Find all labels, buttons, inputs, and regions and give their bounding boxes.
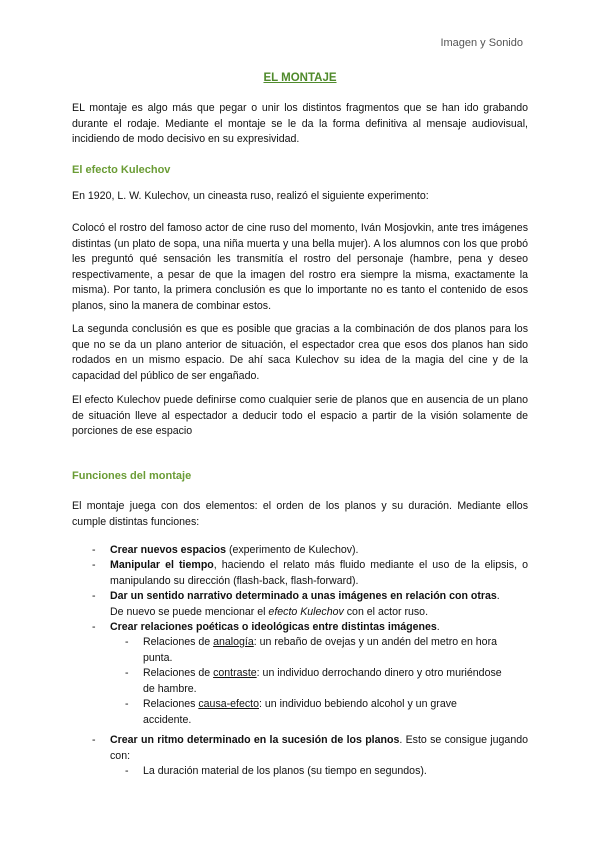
list-item-text: . <box>496 590 500 602</box>
sub-item-text: Relaciones de <box>143 636 214 648</box>
bullet-dash: - <box>92 621 96 633</box>
sub-list-item <box>125 666 505 697</box>
sub-item-term: contraste <box>213 667 257 679</box>
sub-item-term: analogía <box>213 636 254 648</box>
paragraph-second-conclusion: La segunda conclusión es que es posible que gracias a la combinación de dos planos para los que no se da un plano anterior de situación, el espectador crea que esos dos planos han sido rodados en un mismo espacio. De ahí saca Kulechov su idea de la magia del cine y de la capacidad del público de ser engañado. <box>72 323 528 382</box>
bullet-dash: - <box>92 559 96 571</box>
sub-item-text: : un individuo derrochando dinero y otro muriéndose de hambre. <box>143 667 502 695</box>
sub-item-term: causa-efecto <box>198 698 260 710</box>
sub-item-text: Relaciones de <box>143 667 214 679</box>
list-item-text: , haciendo el relato más fluido mediante el uso de la elipsis, o manipulando su dirección (flash-back, flash-forward). <box>110 559 528 587</box>
list-item <box>92 543 528 559</box>
list-item <box>92 589 528 620</box>
bullet-dash: - <box>92 734 96 746</box>
sub-item-text: Relaciones <box>143 698 199 710</box>
bullet-dash: - <box>125 765 129 777</box>
sub-item-text: : un individuo bebiendo alcohol y un grave accidente. <box>143 698 457 726</box>
bullet-dash: - <box>125 667 129 679</box>
list-item-bold: Crear relaciones poéticas o ideológicas entre distintas imágenes <box>110 621 437 633</box>
sub-list-item <box>125 764 505 780</box>
sub-item-text: : un rebaño de ovejas y un andén del metro en hora punta. <box>143 636 497 664</box>
list-item-text: . Esto se consigue jugando con: <box>110 734 528 762</box>
list-item-text: De nuevo se puede mencionar el <box>110 605 269 618</box>
list-item <box>92 733 528 764</box>
bullet-dash: - <box>92 590 96 602</box>
bullet-dash: - <box>125 636 129 648</box>
list-item-bold: Crear nuevos espacios <box>110 544 226 556</box>
list-item-text: . <box>436 621 440 633</box>
page-title: EL MONTAJE <box>263 72 337 84</box>
list-item-text: (experimento de Kulechov). <box>226 544 359 556</box>
paragraph-funciones: El montaje juega con dos elementos: el orden de los planos y su duración. Mediante ellos cumple distintas funciones: <box>72 500 528 528</box>
list-item-italic: efecto Kulechov <box>268 605 344 618</box>
page-header: Imagen y Sonido <box>440 37 523 49</box>
bullet-dash: - <box>125 698 129 710</box>
section-heading-kulechov: El efecto Kulechov <box>72 164 171 176</box>
sub-item-text: La duración material de los planos (su tiempo en segundos). <box>143 765 427 777</box>
list-item <box>92 558 528 589</box>
section-heading-funciones: Funciones del montaje <box>72 470 192 482</box>
paragraph-experiment: Colocó el rostro del famoso actor de cine ruso del momento, Iván Mosjovkin, ante tres imágenes distintas (un plato de sopa, una niña muerta y una bella mujer). A los alumnos con los que probó les preguntó qué sensación les transmitía el rostro del personaje (hambre, pena y deseo respectivamente, a pesar de que la imagen del rostro era siempre la misma, exactamente la misma). Por tanto, la primera conclusión es que lo importante no es tanto el contenido de esos planos, sino la manera de combinar estos. <box>72 222 528 312</box>
list-item-text: con el actor ruso. <box>343 605 429 618</box>
list-item <box>92 620 528 636</box>
bullet-dash: - <box>92 544 96 556</box>
paragraph-1920: En 1920, L. W. Kulechov, un cineasta ruso, realizó el siguiente experimento: <box>72 190 429 202</box>
list-item-bold: Dar un sentido narrativo determinado a unas imágenes en relación con otras <box>110 590 497 602</box>
list-item-bold: Crear un ritmo determinado en la sucesión de los planos <box>110 734 400 746</box>
paragraph-definition: El efecto Kulechov puede definirse como cualquier serie de planos que en ausencia de un plano de situación lleve al espectador a deducir todo el espacio a partir de la visión solamente de porciones de ese espacio <box>72 394 528 437</box>
list-item-bold: Manipular el tiempo <box>110 559 214 571</box>
sub-list-item <box>125 697 505 728</box>
intro-paragraph: EL montaje es algo más que pegar o unir los distintos fragmentos que se han ido grabando durante el rodaje. Mediante el montaje se le da la forma definitiva al mensaje audiovisual, incidiendo de modo decisivo en su expresividad. <box>72 102 528 145</box>
sub-list-item <box>125 635 505 666</box>
